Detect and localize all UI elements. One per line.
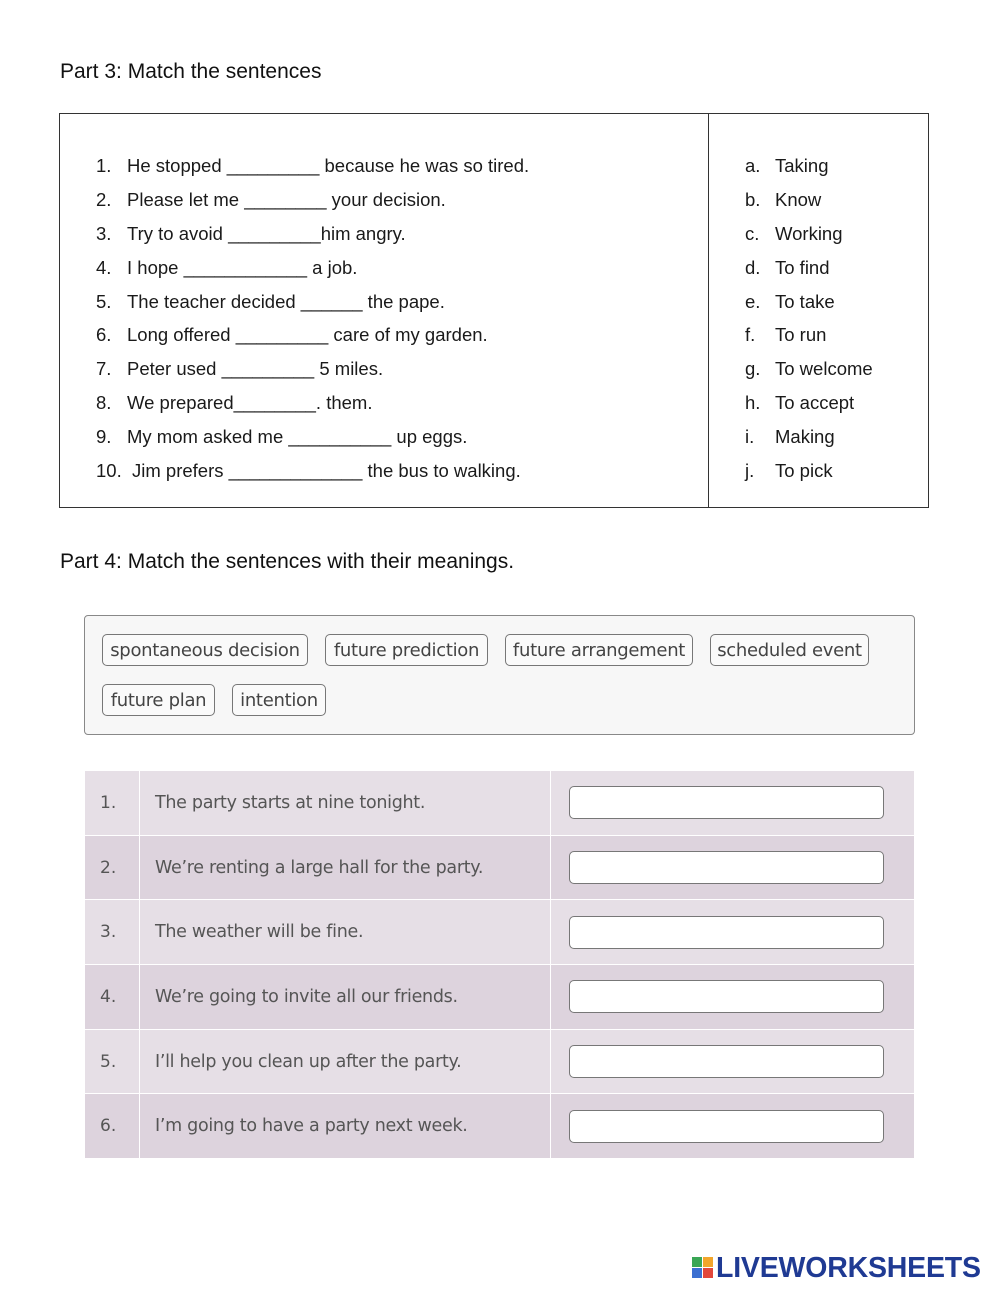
table-row <box>85 1094 914 1159</box>
word-chip-future-prediction[interactable] <box>325 634 488 666</box>
chip-label: spontaneous decision <box>110 639 300 661</box>
part3-sentence <box>96 285 696 319</box>
option-text: To pick <box>775 459 833 481</box>
row-sentence: I’ll help you clean up after the party. <box>140 1030 551 1094</box>
part3-sentence <box>96 183 696 217</box>
option-text: Working <box>775 222 843 244</box>
chip-label: future arrangement <box>512 639 686 661</box>
part3-option <box>745 217 925 251</box>
answer-drop-box[interactable] <box>569 916 884 949</box>
answer-cell <box>551 771 914 835</box>
sentence-text: The teacher decided ______ the pape. <box>127 290 445 312</box>
sentence-number: 8. <box>96 392 112 414</box>
part3-sentence <box>96 386 696 420</box>
option-text: To accept <box>775 392 855 414</box>
row-number: 2. <box>85 836 140 900</box>
sentence-text: We prepared________. them. <box>127 392 373 414</box>
sentence-number: 5. <box>96 290 112 312</box>
option-letter: h. <box>745 392 761 414</box>
answer-cell <box>551 1030 914 1094</box>
answer-drop-box[interactable] <box>569 980 884 1013</box>
table-row <box>85 965 914 1030</box>
row-number: 5. <box>85 1030 140 1094</box>
option-text: To run <box>775 324 827 346</box>
sentence-number: 9. <box>96 426 112 448</box>
part3-sentence <box>96 454 696 488</box>
part3-matching-table <box>59 113 929 508</box>
liveworksheets-logo <box>692 1252 981 1284</box>
part3-sentence <box>96 149 696 183</box>
option-text: Know <box>775 188 822 210</box>
part3-option <box>745 251 925 285</box>
sentence-number: 1. <box>96 154 112 176</box>
sentence-number: 2. <box>96 188 112 210</box>
part3-option <box>745 352 925 386</box>
table-row <box>85 900 914 965</box>
sentence-text: I hope ____________ a job. <box>127 256 358 278</box>
part3-option <box>745 149 925 183</box>
row-sentence: The party starts at nine tonight. <box>140 771 551 835</box>
sentence-number: 7. <box>96 358 112 380</box>
row-sentence: We’re renting a large hall for the party. <box>140 836 551 900</box>
word-chip-future-plan[interactable] <box>102 684 215 716</box>
option-text: To find <box>775 256 830 278</box>
option-letter: f. <box>745 324 756 346</box>
sentence-text: Peter used _________ 5 miles. <box>127 358 384 380</box>
sentence-text: Jim prefers _____________ the bus to walking. <box>132 459 521 481</box>
part3-sentence <box>96 352 696 386</box>
row-sentence: The weather will be fine. <box>140 900 551 964</box>
row-number: 6. <box>85 1094 140 1158</box>
sentence-number: 4. <box>96 256 112 278</box>
word-bank <box>84 615 915 735</box>
part3-sentence <box>96 217 696 251</box>
option-text: Making <box>775 426 835 448</box>
option-text: To take <box>775 290 835 312</box>
part3-sentence-list <box>96 149 696 488</box>
sentence-number: 3. <box>96 222 112 244</box>
answer-cell <box>551 900 914 964</box>
option-letter: c. <box>745 222 760 244</box>
sentence-number: 6. <box>96 324 112 346</box>
row-sentence: We’re going to invite all our friends. <box>140 965 551 1029</box>
sentence-text: Please let me ________ your decision. <box>127 188 446 210</box>
answer-drop-box[interactable] <box>569 1110 884 1143</box>
part3-option <box>745 285 925 319</box>
answer-cell <box>551 1094 914 1158</box>
column-divider <box>708 114 709 507</box>
part3-heading: Part 3: Match the sentences <box>60 60 322 83</box>
option-letter: b. <box>745 188 761 210</box>
logo-text: LIVEWORKSHEETS <box>716 1251 981 1284</box>
row-sentence: I’m going to have a party next week. <box>140 1094 551 1158</box>
part3-sentence <box>96 420 696 454</box>
option-letter: a. <box>745 154 761 176</box>
answer-drop-box[interactable] <box>569 851 884 884</box>
row-number: 4. <box>85 965 140 1029</box>
row-number: 3. <box>85 900 140 964</box>
option-letter: d. <box>745 256 761 278</box>
chip-label: scheduled event <box>717 639 862 661</box>
chip-label: future plan <box>110 689 207 711</box>
liveworksheets-logo-icon <box>692 1257 714 1279</box>
part3-option <box>745 318 925 352</box>
option-text: Taking <box>775 154 829 176</box>
word-chip-scheduled-event[interactable] <box>710 634 869 666</box>
part3-option <box>745 454 925 488</box>
chip-label: intention <box>240 689 318 711</box>
word-chip-future-arrangement[interactable] <box>505 634 693 666</box>
part3-option <box>745 386 925 420</box>
option-text: To welcome <box>775 358 873 380</box>
answer-drop-box[interactable] <box>569 786 884 819</box>
sentence-text: Long offered _________ care of my garden. <box>127 324 488 346</box>
word-chip-intention[interactable] <box>232 684 326 716</box>
sentence-number: 10. <box>96 459 122 481</box>
answer-cell <box>551 836 914 900</box>
sentence-text: Try to avoid _________him angry. <box>127 222 406 244</box>
option-letter: g. <box>745 358 761 380</box>
word-chip-spontaneous-decision[interactable] <box>102 634 308 666</box>
row-number: 1. <box>85 771 140 835</box>
sentence-text: My mom asked me __________ up eggs. <box>127 426 468 448</box>
part4-heading: Part 4: Match the sentences with their meanings. <box>60 550 515 573</box>
part3-sentence <box>96 251 696 285</box>
part3-sentence <box>96 318 696 352</box>
sentence-text: He stopped _________ because he was so tired. <box>127 154 530 176</box>
option-letter: e. <box>745 290 761 312</box>
part3-option <box>745 420 925 454</box>
option-letter: j. <box>745 459 755 481</box>
table-row <box>85 836 914 901</box>
part3-option <box>745 183 925 217</box>
answer-cell <box>551 965 914 1029</box>
answer-drop-box[interactable] <box>569 1045 884 1078</box>
part3-option-list <box>745 149 925 488</box>
chip-label: future prediction <box>333 639 480 661</box>
option-letter: i. <box>745 426 755 448</box>
table-row <box>85 1030 914 1095</box>
table-row <box>85 771 914 836</box>
part4-matching-table <box>85 771 914 1159</box>
